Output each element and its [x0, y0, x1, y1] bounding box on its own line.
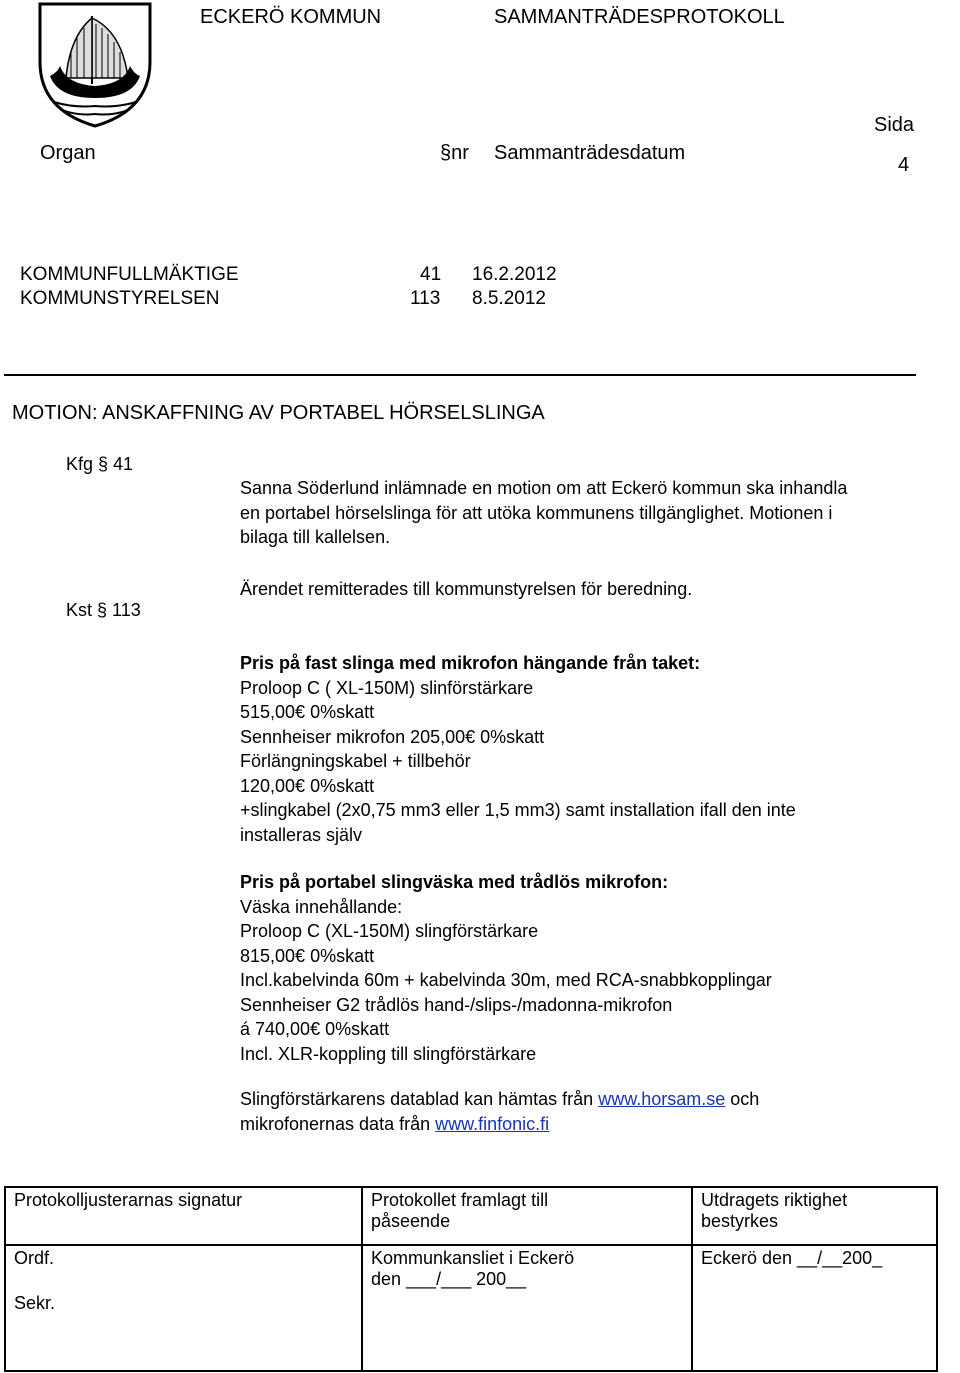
price-line: Proloop C ( XL-150M) slinförstärkare: [240, 677, 534, 698]
chair-label: Ordf.: [14, 1248, 55, 1268]
page-title: MOTION: ANSKAFFNING AV PORTABEL HÖRSELSLINGA: [12, 402, 545, 424]
adjusters-signature-label: Protokolljusterarnas signatur: [14, 1190, 243, 1210]
sources-line-2: [240, 1112, 759, 1137]
body-nr-1: 41: [420, 264, 442, 285]
municipality-name: ECKERÖ KOMMUN: [200, 6, 382, 28]
signature-table: [4, 1186, 938, 1372]
portable-loop-heading: Pris på portabel slingväska med trådlös mikrofon:: [240, 872, 669, 892]
body-date-2: 8.5.2012: [472, 288, 546, 309]
municipality-logo: [36, 2, 154, 128]
price-line: 515,00€ 0%skatt: [240, 702, 375, 722]
price-line: Förlängningskabel + tillbehör: [240, 751, 471, 771]
price-line: Proloop C (XL-150M) slingförstärkare: [240, 921, 539, 941]
price-line: Sennheiser G2 trådlös hand-/slips-/madonna-mikrofon: [240, 994, 673, 1015]
meeting-date-label: Sammanträdesdatum: [494, 142, 686, 164]
sources-paragraph: [240, 1087, 759, 1136]
section-nr-label: §nr: [440, 142, 469, 164]
body-name-2: KOMMUNSTYRELSEN: [20, 288, 220, 309]
organ-label: Organ: [40, 142, 96, 164]
kfg-paragraph: [240, 476, 847, 550]
page-label: Sida: [874, 114, 915, 136]
municipal-office-cell: [362, 1245, 692, 1371]
extract-certified-line-2: bestyrkes: [701, 1211, 779, 1231]
price-line: Väska innehållande:: [240, 896, 403, 917]
posted-for-review-cell: [362, 1187, 692, 1245]
sources-middle: och: [730, 1089, 760, 1109]
municipal-office-line-2: den ___/___ 200__: [371, 1269, 527, 1289]
eckero-date-cell: [692, 1245, 937, 1371]
kst-reference: Kst § 113: [66, 600, 141, 620]
eckero-date-line: Eckerö den __/__200_: [701, 1248, 883, 1268]
extract-certified-line-1: Utdragets riktighet: [701, 1190, 848, 1210]
header-divider: [4, 374, 916, 376]
price-line: +slingkabel (2x0,75 mm3 eller 1,5 mm3) samt installation ifall den inte: [240, 800, 796, 820]
kfg-line: bilaga till kallelsen.: [240, 527, 391, 547]
municipal-office-line-1: Kommunkansliet i Eckerö: [371, 1248, 575, 1268]
body-name-1: KOMMUNFULLMÄKTIGE: [20, 264, 239, 285]
kfg-reference: Kfg § 41: [66, 454, 134, 474]
price-line: installeras själv: [240, 824, 363, 845]
chair-secretary-cell: [5, 1245, 362, 1371]
sources-prefix: Slingförstärkarens datablad kan hämtas från: [240, 1089, 594, 1109]
fixed-loop-section: [240, 651, 796, 847]
body-date-1: 16.2.2012: [472, 264, 557, 285]
price-line: Incl. XLR-koppling till slingförstärkare: [240, 1043, 537, 1064]
finfonic-link[interactable]: www.finfonic.fi: [435, 1113, 550, 1134]
kst-paragraph: Ärendet remitterades till kommunstyrelsen för beredning.: [240, 579, 693, 599]
price-line: 120,00€ 0%skatt: [240, 775, 375, 796]
extract-certified-cell: [692, 1187, 937, 1245]
secretary-label: Sekr.: [14, 1293, 56, 1313]
sources-line2-prefix: mikrofonernas data från: [240, 1113, 431, 1134]
kfg-line: Sanna Söderlund inlämnade en motion om att Eckerö kommun ska inhandla: [240, 478, 848, 498]
price-line: Sennheiser mikrofon 205,00€ 0%skatt: [240, 726, 545, 747]
price-line: Incl.kabelvinda 60m + kabelvinda 30m, med RCA-snabbkopplingar: [240, 970, 772, 990]
body-nr-2: 113: [410, 288, 441, 309]
page-number: 4: [898, 154, 910, 176]
posted-for-review-line-1: Protokollet framlagt till: [371, 1190, 549, 1210]
kfg-line: en portabel hörselslinga för att utöka kommunens tillgänglighet. Motionen i: [240, 502, 833, 523]
adjusters-signature-cell: [5, 1187, 362, 1245]
posted-for-review-line-2: påseende: [371, 1211, 451, 1231]
sources-line-1: [240, 1087, 759, 1112]
fixed-loop-heading: Pris på fast slinga med mikrofon hängande från taket:: [240, 653, 701, 673]
price-line: á 740,00€ 0%skatt: [240, 1019, 390, 1039]
horsam-link[interactable]: www.horsam.se: [598, 1089, 726, 1109]
document-type: SAMMANTRÄDESPROTOKOLL: [494, 6, 785, 28]
price-line: 815,00€ 0%skatt: [240, 945, 375, 966]
portable-loop-section: [240, 870, 772, 1066]
